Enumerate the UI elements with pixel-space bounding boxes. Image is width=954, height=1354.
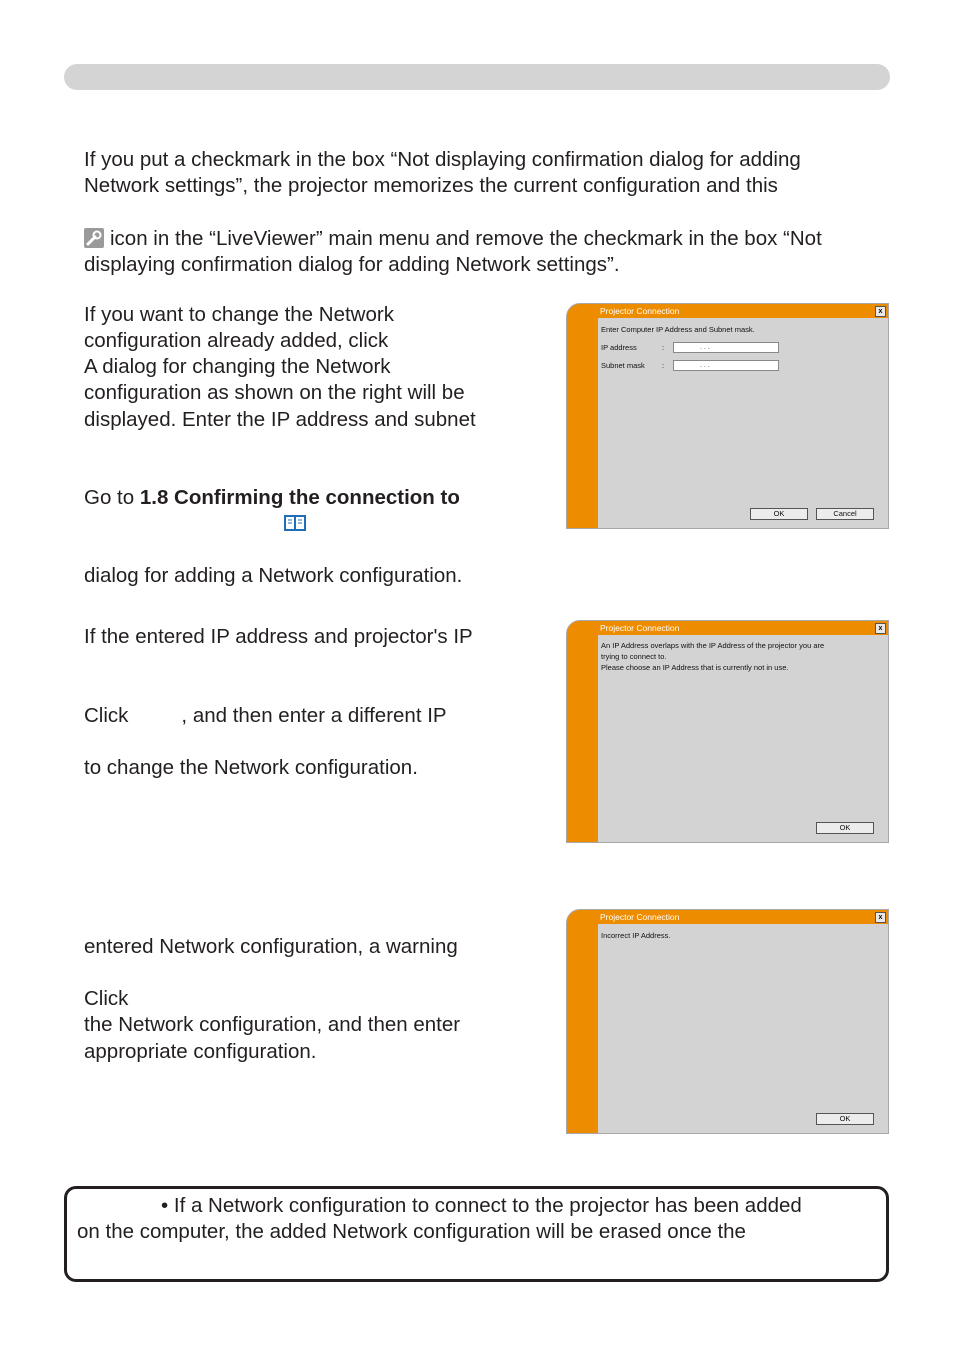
mask-colon: : [662,361,665,370]
subnet-mask-input[interactable]: . . . [673,360,779,371]
dialog-title: Projector Connection [600,623,680,633]
para2-line2: configuration already added, click [84,329,389,352]
goto-line: Go to 1.8 Confirming the connection to [84,486,460,509]
para1-line4: displaying confirmation dialog for adding Network settings”. [84,253,620,276]
note-line1: • If a Network configuration to connect to the projector has been added [161,1194,802,1217]
incorrect-ip-msg: Incorrect IP Address. [601,931,671,940]
para3-line3: to change the Network configuration. [84,756,418,779]
para2-line1: If you want to change the Network [84,303,394,326]
overlap-msg-line3: Please choose an IP Address that is currently not in use. [601,663,789,672]
close-icon[interactable]: x [875,912,886,923]
para4-line3: the Network configuration, and then enter [84,1013,461,1036]
para2-line4: configuration as shown on the right will be [84,381,465,404]
wrench-icon [84,228,104,248]
para4-line2: Click [84,987,129,1010]
ip-config-dialog [566,303,889,529]
para2-line3: A dialog for changing the Network [84,355,391,378]
dialog-body [598,924,888,1133]
para3-line2: Click , and then enter a different IP [84,704,447,727]
close-icon[interactable]: x [875,306,886,317]
para3-line1: If the entered IP address and projector's IP [84,625,473,648]
ip-address-label: IP address [601,343,637,352]
close-icon[interactable]: x [875,623,886,634]
overlap-msg-line2: trying to connect to. [601,652,667,661]
ok-button[interactable]: OK [816,822,874,834]
header-bar [64,64,890,90]
dialog-prompt: Enter Computer IP Address and Subnet mask. [601,325,755,334]
dialog-line: dialog for adding a Network configuration. [84,564,463,587]
subnet-mask-label: Subnet mask [601,361,645,370]
incorrect-ip-dialog [566,909,889,1134]
dialog-title: Projector Connection [600,912,680,922]
ok-button[interactable]: OK [750,508,808,520]
ip-colon: : [662,343,665,352]
para1-line2: Network settings”, the projector memorizes the current configuration and this [84,174,778,197]
ip-address-input[interactable]: . . . [673,342,779,353]
note-line2: on the computer, the added Network configuration will be erased once the [77,1220,746,1243]
dialog-body [598,635,888,842]
cancel-button[interactable]: Cancel [816,508,874,520]
para4-line1: entered Network configuration, a warning [84,935,458,958]
para4-line4: appropriate configuration. [84,1040,317,1063]
goto-link[interactable]: 1.8 Confirming the connection to [139,486,460,509]
para2-line5: displayed. Enter the IP address and subnet [84,408,476,431]
dialog-body [598,318,888,528]
ok-button[interactable]: OK [816,1113,874,1125]
overlap-msg-line1: An IP Address overlaps with the IP Address of the projector you are [601,641,825,650]
para1-line1: If you put a checkmark in the box “Not displaying confirmation dialog for adding [84,148,801,171]
ip-overlap-dialog [566,620,889,843]
dialog-title: Projector Connection [600,306,680,316]
para1-line3: icon in the “LiveViewer” main menu and remove the checkmark in the box “Not [84,226,822,252]
note-box [64,1186,889,1282]
book-icon[interactable] [283,513,307,533]
